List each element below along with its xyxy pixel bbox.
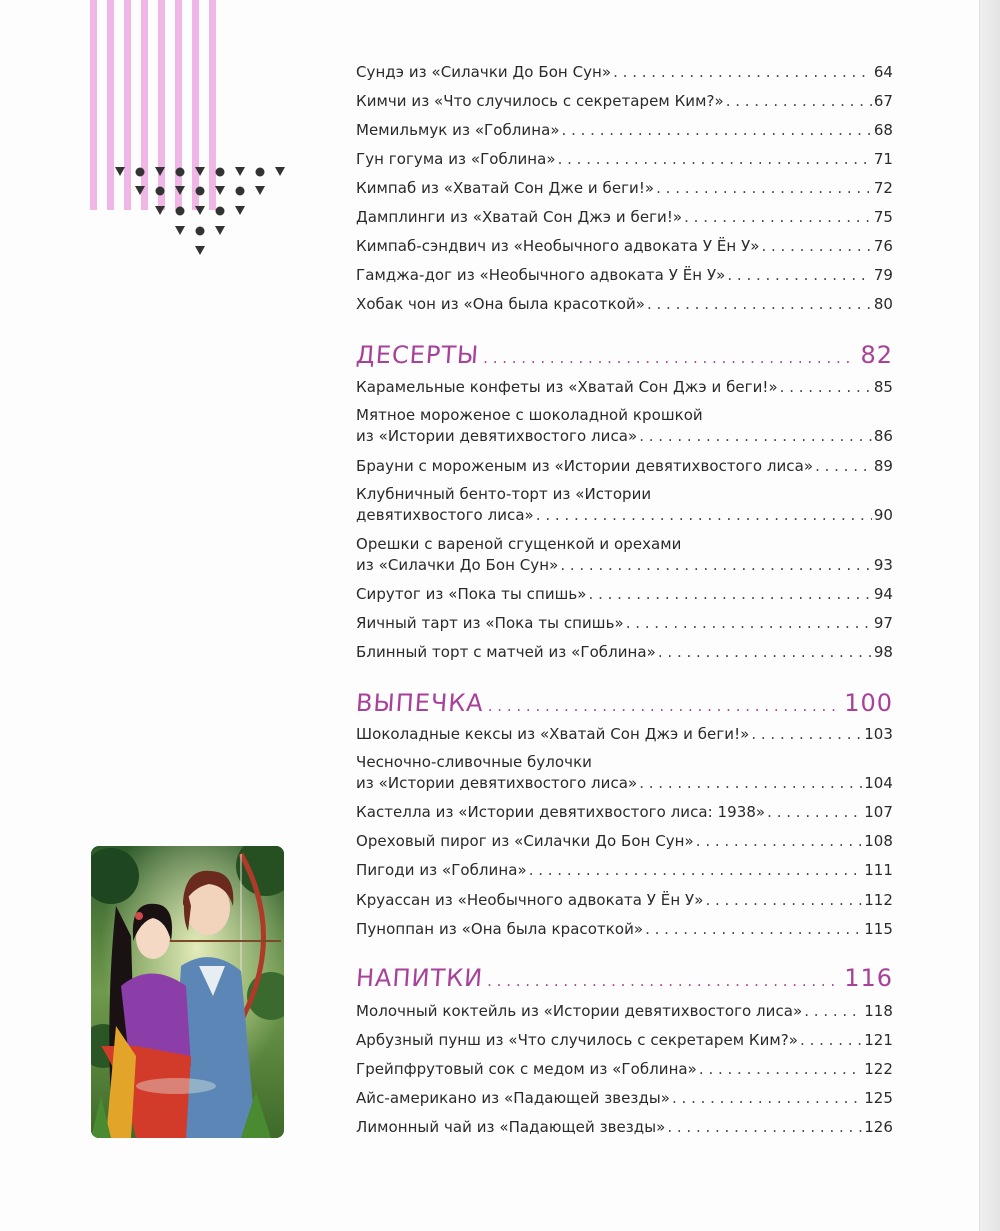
page-edge	[979, 0, 1000, 1231]
toc-entry	[356, 860, 893, 881]
toc-entry	[356, 752, 893, 794]
toc-entry-title: Блинный торт с матчей из «Гоблина»	[356, 643, 656, 661]
toc-page-number: 108	[864, 832, 893, 850]
toc-page-number: 111	[864, 861, 893, 879]
toc-page-number: 97	[873, 614, 893, 632]
toc-entry-title: Хобак чон из «Она была красоткой»	[356, 295, 645, 313]
toc-entry-title: Мемильмук из «Гоблина»	[356, 121, 560, 139]
dot-leader	[705, 890, 862, 911]
toc-entry-title: Кимчи из «Что случилось с секретарем Ким?»	[356, 92, 724, 110]
toc-page-number: 75	[873, 208, 893, 226]
toc-entry-last-line	[356, 207, 893, 228]
dot-leader	[767, 802, 862, 823]
toc-entry-last-line	[356, 919, 893, 940]
toc-page-number: 126	[864, 1118, 893, 1136]
toc-entry-last-line	[356, 377, 893, 398]
toc-page-number: 80	[873, 295, 893, 313]
toc-entry	[356, 1088, 893, 1109]
toc-entry	[356, 207, 893, 228]
toc-page-number: 76	[873, 237, 893, 255]
toc-entry-title: Круассан из «Необычного адвоката У Ён У»	[356, 891, 704, 909]
anime-couple-illustration	[91, 846, 284, 1138]
dot-leader	[667, 1117, 862, 1138]
toc-entry	[356, 919, 893, 940]
toc-entry-last-line	[356, 890, 893, 911]
toc-entry-title: Ореховый пирог из «Силачки До Бон Сун»	[356, 832, 694, 850]
toc-page-number: 115	[864, 920, 893, 938]
toc-page-number: 86	[873, 427, 893, 445]
dot-leader	[639, 773, 862, 794]
section-heading	[356, 689, 893, 717]
dot-leader	[656, 178, 872, 199]
toc-entry	[356, 1001, 893, 1022]
toc-entry-title: Кимпаб из «Хватай Сон Дже и беги!»	[356, 179, 655, 197]
toc-page-number: 103	[864, 725, 893, 743]
toc-entry-title: Кимпаб-сэндвич из «Необычного адвоката У Ён У»	[356, 237, 760, 255]
toc-entry-title: Молочный коктейль из «Истории девятихвостого лиса»	[356, 1002, 803, 1020]
dot-leader	[761, 236, 871, 257]
toc-entry	[356, 265, 893, 286]
toc-entry	[356, 236, 893, 257]
toc-entry	[356, 377, 893, 398]
toc-entry-last-line	[356, 555, 893, 576]
dot-leader	[487, 972, 840, 990]
dot-leader	[699, 1059, 862, 1080]
section-heading	[356, 341, 893, 369]
toc-entry	[356, 1117, 893, 1138]
toc-page-number: 94	[873, 585, 893, 603]
toc-entry	[356, 802, 893, 823]
toc-entry	[356, 91, 893, 112]
toc-entry-last-line	[356, 178, 893, 199]
toc-page-number: 89	[873, 457, 893, 475]
dot-leader	[647, 294, 872, 315]
toc-entry	[356, 890, 893, 911]
dot-leader	[727, 265, 871, 286]
toc-page-number: 64	[873, 63, 893, 81]
toc-entry	[356, 724, 893, 745]
toc-entry-title: Пуноппан из «Она была красоткой»	[356, 920, 644, 938]
dot-leader	[815, 456, 872, 477]
toc-entry-title: Гамджа-дог из «Необычного адвоката У Ён У»	[356, 266, 726, 284]
toc-entry-title: Арбузный пунш из «Что случилось с секретарем Ким?»	[356, 1031, 799, 1049]
toc-entry-last-line	[356, 236, 893, 257]
dot-leader	[560, 555, 872, 576]
toc-entry-title: Кастелла из «Истории девятихвостого лиса: 1938»	[356, 803, 766, 821]
toc-page-number: 121	[864, 1031, 893, 1049]
dot-leader	[488, 697, 840, 715]
toc-entry-last-line	[356, 773, 893, 794]
toc-entry	[356, 831, 893, 852]
toc-entry	[356, 62, 893, 83]
dot-leader	[672, 1088, 862, 1109]
section-title: ВЫПЕЧКА	[355, 689, 485, 717]
toc-page-number: 67	[873, 92, 893, 110]
dot-leader	[800, 1030, 862, 1051]
toc-page-number: 125	[864, 1089, 893, 1107]
toc-entry-last-line	[356, 1059, 893, 1080]
section-title: ДЕСЕРТЫ	[355, 341, 481, 369]
toc-entry	[356, 456, 893, 477]
dot-leader	[589, 584, 872, 605]
toc-entry-title: Пигоди из «Гоблина»	[356, 861, 527, 879]
toc-entry-title: Дамплинги из «Хватай Сон Джэ и беги!»	[356, 208, 683, 226]
toc-page-number: 68	[873, 121, 893, 139]
section-page-number: 82	[860, 341, 893, 369]
toc-entry-last-line	[356, 613, 893, 634]
toc-entry-line: Мятное мороженое с шоколадной крошкой	[356, 406, 703, 424]
toc-entry-title: Яичный тарт из «Пока ты спишь»	[356, 614, 624, 632]
dot-leader	[726, 91, 872, 112]
toc-entry	[356, 149, 893, 170]
toc-entry-last-line	[356, 642, 893, 663]
toc-entry-last-line	[356, 831, 893, 852]
dot-leader	[696, 831, 862, 852]
dot-leader	[645, 919, 862, 940]
toc-entry-line: Чесночно-сливочные булочки	[356, 753, 592, 771]
dot-leader	[780, 377, 872, 398]
dot-leader	[558, 149, 872, 170]
dot-leader	[562, 120, 872, 141]
dot-leader	[684, 207, 872, 228]
toc-page-number: 79	[873, 266, 893, 284]
toc-entry	[356, 120, 893, 141]
toc-entry-title: Айс-американо из «Падающей звезды»	[356, 1089, 670, 1107]
toc-entry-last-line	[356, 1001, 893, 1022]
toc-entry-title: Грейпфрутовый сок с медом из «Гоблина»	[356, 1060, 697, 1078]
toc-entry-title: Шоколадные кексы из «Хватай Сон Джэ и беги!»	[356, 725, 750, 743]
toc-entry-last-line	[356, 1117, 893, 1138]
toc-page-number: 98	[873, 643, 893, 661]
toc-page-number: 118	[864, 1002, 893, 1020]
toc-entry	[356, 534, 893, 576]
toc-entry-title: Карамельные конфеты из «Хватай Сон Джэ и беги!»	[356, 378, 778, 396]
toc-entry-last-line	[356, 91, 893, 112]
toc-entry-title: Гун гогума из «Гоблина»	[356, 150, 556, 168]
toc-entry-last-line	[356, 584, 893, 605]
toc-entry-last-line	[356, 456, 893, 477]
toc-entry-title: девятихвостого лиса»	[356, 506, 534, 524]
section-heading	[356, 964, 893, 992]
toc-entry-last-line	[356, 62, 893, 83]
toc-entry-line: Орешки с вареной сгущенкой и орехами	[356, 535, 682, 553]
toc-entry	[356, 613, 893, 634]
toc-entry-last-line	[356, 505, 893, 526]
toc-page-number: 71	[873, 150, 893, 168]
section-page-number: 116	[844, 964, 893, 992]
toc-entry	[356, 294, 893, 315]
toc-entry-title: из «Истории девятихвостого лиса»	[356, 774, 638, 792]
toc-entry	[356, 1030, 893, 1051]
toc-page-number: 104	[864, 774, 893, 792]
toc-entry	[356, 584, 893, 605]
toc-entry-title: Брауни с мороженым из «Истории девятихвостого лиса»	[356, 457, 814, 475]
section-page-number: 100	[844, 689, 893, 717]
toc-entry-last-line	[356, 860, 893, 881]
toc-page-number: 90	[873, 506, 893, 524]
toc-entry-last-line	[356, 294, 893, 315]
toc-page-number: 93	[873, 556, 893, 574]
toc-entry-title: Лимонный чай из «Падающей звезды»	[356, 1118, 666, 1136]
dot-leader	[751, 724, 862, 745]
toc-entry-last-line	[356, 265, 893, 286]
toc-page-number: 72	[873, 179, 893, 197]
toc-page-number: 112	[864, 891, 893, 909]
toc-entry-last-line	[356, 1088, 893, 1109]
dot-leader	[483, 349, 856, 367]
triangle-dot-pyramid-icon	[110, 162, 290, 262]
toc-page-number: 107	[864, 803, 893, 821]
toc-entry	[356, 642, 893, 663]
toc-entry-title: из «Истории девятихвостого лиса»	[356, 427, 638, 445]
toc-entry-title: Сундэ из «Силачки До Бон Сун»	[356, 63, 612, 81]
toc-entry	[356, 484, 893, 526]
dot-leader	[536, 505, 872, 526]
dot-leader	[626, 613, 872, 634]
dot-leader	[639, 426, 872, 447]
toc-entry-last-line	[356, 149, 893, 170]
dot-leader	[613, 62, 872, 83]
section-title: НАПИТКИ	[355, 964, 485, 992]
toc-entry	[356, 178, 893, 199]
toc-page-number: 85	[873, 378, 893, 396]
toc-entry-last-line	[356, 724, 893, 745]
toc-page-number: 122	[864, 1060, 893, 1078]
dot-leader	[529, 860, 863, 881]
toc-entry-last-line	[356, 1030, 893, 1051]
dot-leader	[658, 642, 872, 663]
toc-entry-line: Клубничный бенто-торт из «Истории	[356, 485, 652, 503]
toc-entry-last-line	[356, 426, 893, 447]
toc-entry	[356, 1059, 893, 1080]
toc-entry-last-line	[356, 120, 893, 141]
toc-entry-title: из «Силачки До Бон Сун»	[356, 556, 559, 574]
toc-entry	[356, 405, 893, 447]
toc-entry-title: Сирутог из «Пока ты спишь»	[356, 585, 587, 603]
toc-entry-last-line	[356, 802, 893, 823]
dot-leader	[804, 1001, 862, 1022]
